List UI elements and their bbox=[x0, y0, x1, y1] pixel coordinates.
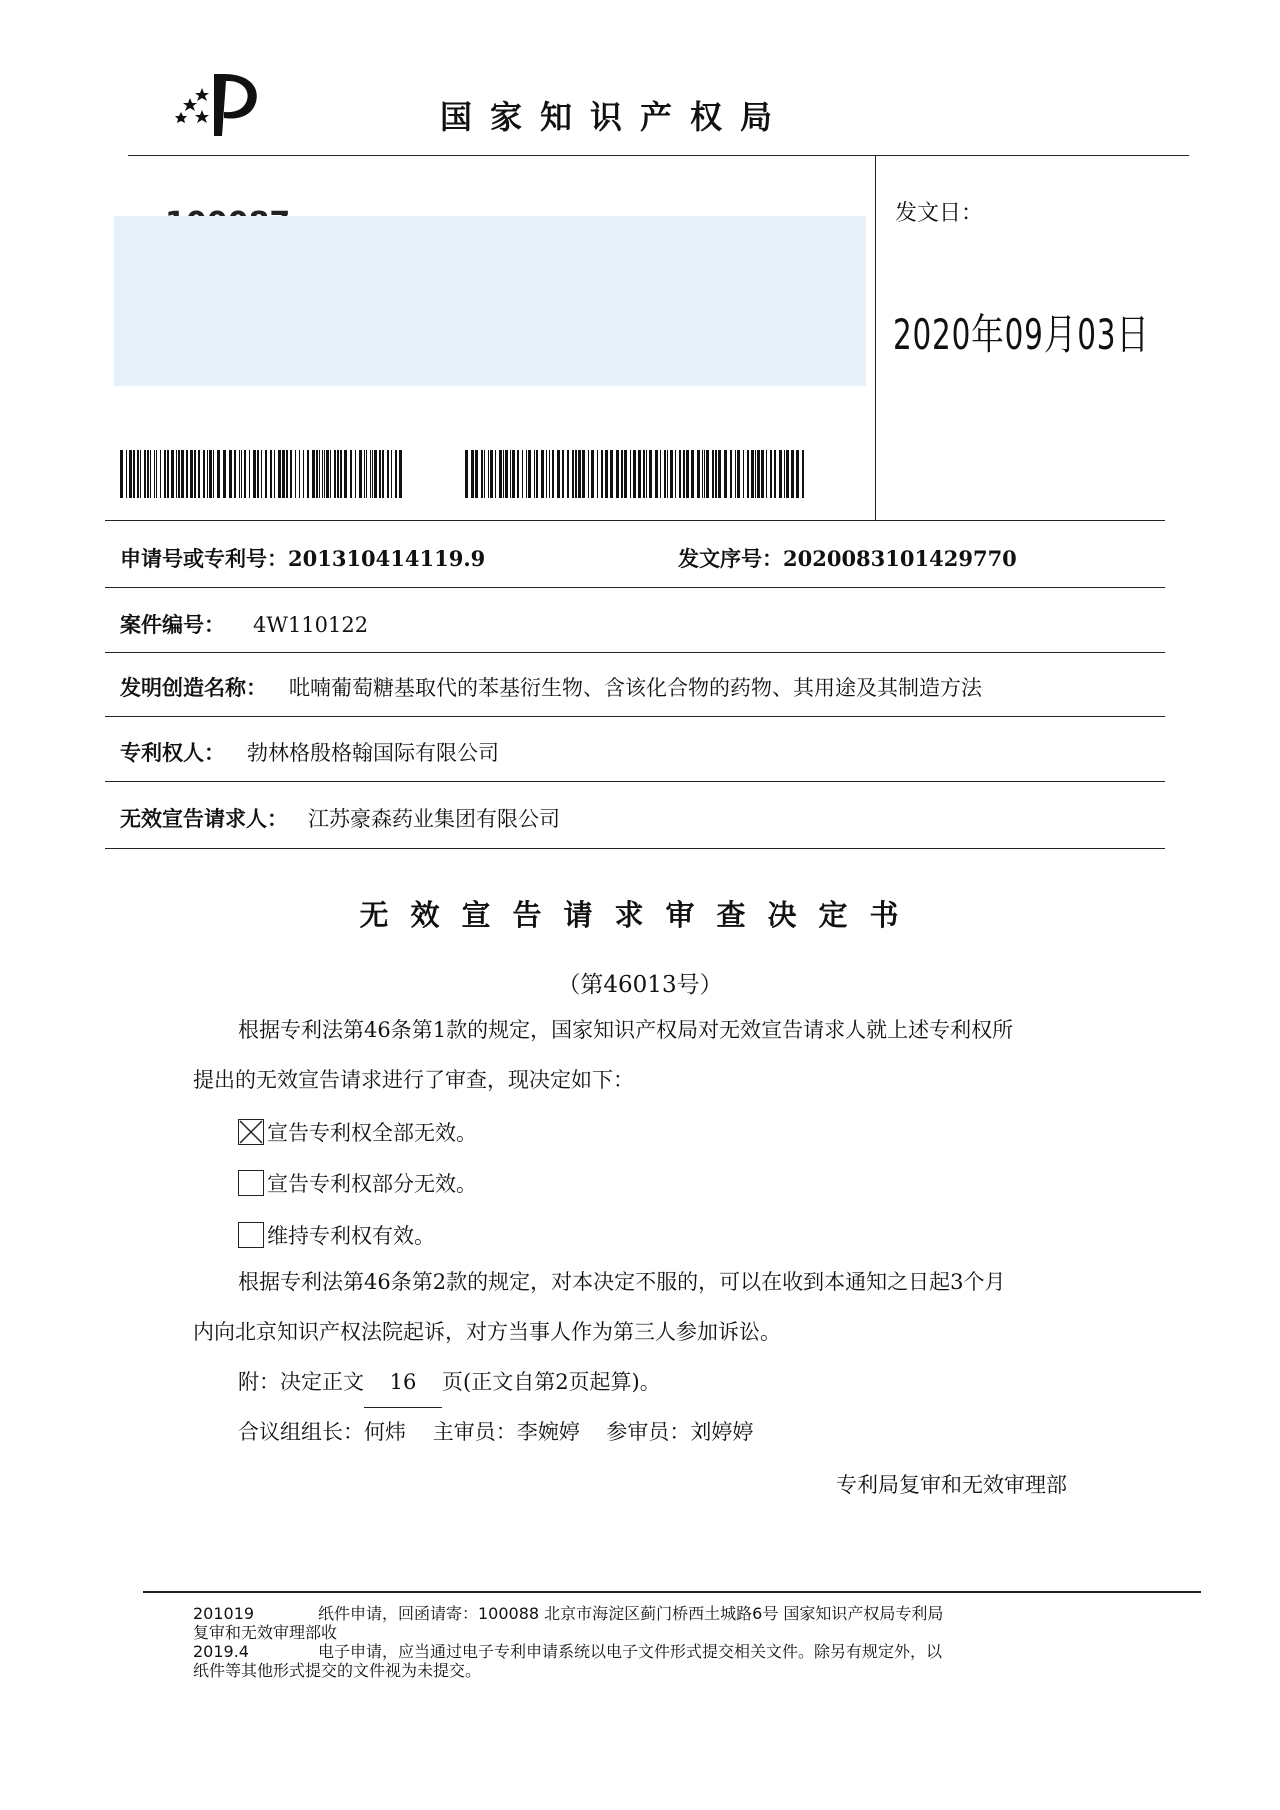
barcode-bar bbox=[737, 450, 740, 498]
barcode-bar bbox=[286, 450, 288, 498]
barcode-bar bbox=[610, 450, 613, 498]
barcode-bar bbox=[488, 450, 489, 498]
barcode-bar bbox=[536, 450, 538, 498]
barcode-bar bbox=[207, 450, 208, 498]
barcode-bar bbox=[133, 450, 135, 498]
barcode-bar bbox=[203, 450, 205, 498]
row-rule bbox=[105, 587, 1165, 588]
barcode-bar bbox=[299, 450, 300, 498]
barcode-bar bbox=[646, 450, 647, 498]
barcode-bar bbox=[160, 450, 161, 498]
barcode-bar bbox=[638, 450, 641, 498]
unchecked-checkbox-icon bbox=[238, 1222, 264, 1248]
barcode-bar bbox=[490, 450, 493, 498]
barcode-bar bbox=[481, 450, 483, 498]
barcode-bar bbox=[605, 450, 608, 498]
option-label: 维持专利权有效。 bbox=[267, 1224, 435, 1248]
barcode-bar bbox=[379, 450, 381, 498]
barcode-bar bbox=[495, 450, 496, 498]
barcode-bar bbox=[253, 450, 256, 498]
patentee-row bbox=[120, 737, 499, 767]
issuing-department: 专利局复审和无效审理部 bbox=[836, 1473, 1067, 1497]
barcode-bar bbox=[505, 450, 508, 498]
barcode-bar bbox=[691, 450, 694, 498]
barcode-bar bbox=[303, 450, 304, 498]
barcode-bar bbox=[761, 450, 764, 498]
barcode-bar bbox=[350, 450, 352, 498]
barcode-bar bbox=[526, 450, 527, 498]
barcode-bar bbox=[234, 450, 236, 498]
barcode-bar bbox=[743, 450, 744, 498]
barcode-bar bbox=[307, 450, 309, 498]
barcode-bar bbox=[471, 450, 474, 498]
barcode-bar bbox=[154, 450, 155, 498]
barcode-bar bbox=[751, 450, 754, 498]
barcode-bar bbox=[633, 450, 636, 498]
barcode-bar bbox=[319, 450, 320, 498]
barcode-bar bbox=[171, 450, 174, 498]
barcode-bar bbox=[575, 450, 577, 498]
option-label: 宣告专利权部分无效。 bbox=[267, 1172, 477, 1196]
row-rule bbox=[105, 781, 1165, 782]
barcode-bar bbox=[290, 450, 292, 498]
barcode-bar bbox=[244, 450, 246, 498]
fields-bottom-rule bbox=[105, 848, 1165, 849]
barcode-bar bbox=[552, 450, 554, 498]
barcode-bar bbox=[534, 450, 535, 498]
footer-notes bbox=[193, 1604, 1093, 1680]
decision-title: 无效宣告请求审查决定书 bbox=[359, 898, 921, 932]
barcode-bar bbox=[499, 450, 502, 498]
issue-date-value: 2020年09月03日 bbox=[893, 310, 1150, 359]
barcode-bar bbox=[241, 450, 242, 498]
barcode-bar bbox=[624, 450, 627, 498]
barcode-bar bbox=[578, 450, 581, 498]
requester-label: 无效宣告请求人： bbox=[120, 806, 288, 831]
barcode-bar bbox=[582, 450, 585, 498]
application-number-label: 申请号或专利号： bbox=[120, 546, 288, 571]
decision-paragraph-2: 根据专利法第46条第2款的规定，对本决定不服的，可以在收到本通知之日起3个月 bbox=[238, 1270, 1006, 1294]
barcode-bar bbox=[120, 450, 123, 498]
attachment-note bbox=[238, 1357, 1128, 1408]
barcode-bar bbox=[686, 450, 689, 498]
barcode-bar bbox=[126, 450, 127, 498]
panel-members: 合议组组长：何炜 主审员：李婉婷 参审员：刘婷婷 bbox=[238, 1420, 754, 1444]
agency-name: 国家知识产权局 bbox=[440, 98, 791, 136]
barcode-bar bbox=[129, 450, 132, 498]
serial-number-label: 发文序号： bbox=[678, 546, 783, 571]
barcode-bar bbox=[364, 450, 365, 498]
footer-paper-note-cont: 复审和无效审理部收 bbox=[193, 1623, 338, 1642]
barcode-bar bbox=[274, 450, 275, 498]
row-rule bbox=[105, 652, 1165, 653]
barcode-bar bbox=[282, 450, 285, 498]
barcode-bar bbox=[675, 450, 676, 498]
barcode-bar bbox=[374, 450, 377, 498]
barcode-bar bbox=[265, 450, 267, 498]
barcode-bar bbox=[372, 450, 373, 498]
barcode-bar bbox=[766, 450, 767, 498]
barcode-bar bbox=[779, 450, 782, 498]
barcode-bar bbox=[774, 450, 776, 498]
barcode-bar bbox=[712, 450, 714, 498]
barcode-bar bbox=[337, 450, 339, 498]
barcode-bar bbox=[324, 450, 325, 498]
attachment-pages: 16 bbox=[364, 1357, 442, 1408]
barcode-bar bbox=[213, 450, 214, 498]
barcode-bar bbox=[572, 450, 574, 498]
barcode-bar bbox=[316, 450, 318, 498]
barcode-bar bbox=[557, 450, 560, 498]
barcode-bar bbox=[796, 450, 799, 498]
barcode-bar bbox=[176, 450, 177, 498]
decision-paragraph-1-cont: 提出的无效宣告请求进行了审查，现决定如下： bbox=[193, 1068, 634, 1092]
barcode-bar bbox=[249, 450, 250, 498]
barcode-bar bbox=[517, 450, 519, 498]
fields-top-rule bbox=[105, 520, 1165, 521]
barcode-bar bbox=[649, 450, 652, 498]
barcode-bar bbox=[322, 450, 323, 498]
barcode-right bbox=[465, 450, 809, 498]
barcode-bar bbox=[679, 450, 681, 498]
decision-number: （第46013号） bbox=[557, 972, 723, 998]
unchecked-checkbox-icon bbox=[238, 1170, 264, 1196]
barcode-bar bbox=[630, 450, 631, 498]
serial-number-row bbox=[678, 543, 1017, 573]
footer-form-code: 201019 bbox=[193, 1604, 255, 1623]
barcode-bar bbox=[344, 450, 347, 498]
redacted-address-block bbox=[114, 216, 866, 386]
barcode-bar bbox=[528, 450, 531, 498]
barcode-bar bbox=[209, 450, 212, 498]
barcode-bar bbox=[366, 450, 367, 498]
barcode-bar bbox=[730, 450, 732, 498]
footer-electronic-note-cont: 纸件等其他形式提交的文件视为未提交。 bbox=[193, 1661, 482, 1680]
barcode-bar bbox=[704, 450, 705, 498]
invention-title-row bbox=[120, 672, 982, 702]
patentee-label: 专利权人： bbox=[120, 740, 225, 765]
barcode-bar bbox=[597, 450, 598, 498]
footer-electronic-note: 电子申请，应当通过电子专利申请系统以电子文件形式提交相关文件。除另有规定外，以 bbox=[318, 1642, 943, 1661]
barcode-bar bbox=[156, 450, 157, 498]
barcode-bar bbox=[784, 450, 785, 498]
barcode-bar bbox=[229, 450, 232, 498]
barcode-left bbox=[120, 450, 405, 498]
barcode-bar bbox=[147, 450, 149, 498]
footer-form-version: 2019.4 bbox=[193, 1642, 249, 1661]
barcode-bar bbox=[770, 450, 772, 498]
barcode-bar bbox=[355, 450, 356, 498]
barcode-bar bbox=[503, 450, 504, 498]
barcode-bar bbox=[718, 450, 721, 498]
barcode-bar bbox=[261, 450, 262, 498]
barcode-bar bbox=[802, 450, 804, 498]
barcode-bar bbox=[616, 450, 619, 498]
barcode-bar bbox=[150, 450, 151, 498]
checked-checkbox-icon bbox=[238, 1119, 264, 1145]
barcode-bar bbox=[239, 450, 240, 498]
header-divider bbox=[875, 155, 876, 520]
barcode-bar bbox=[334, 450, 336, 498]
barcode-bar bbox=[137, 450, 139, 498]
barcode-bar bbox=[164, 450, 166, 498]
issue-date-label: 发文日： bbox=[895, 201, 984, 226]
barcode-bar bbox=[683, 450, 685, 498]
barcode-bar bbox=[664, 450, 666, 498]
barcode-bar bbox=[295, 450, 296, 498]
barcode-bar bbox=[181, 450, 184, 498]
requester-row bbox=[120, 803, 560, 833]
barcode-bar bbox=[359, 450, 362, 498]
decision-paragraph-1-line1: 根据专利法第46条第1款的规定，国家知识产权局对无效宣告请求人就上述专利权所 bbox=[238, 1018, 1014, 1042]
barcode-bar bbox=[567, 450, 569, 498]
barcode-bar bbox=[643, 450, 645, 498]
option-label: 宣告专利权全部无效。 bbox=[267, 1121, 477, 1145]
barcode-bar bbox=[190, 450, 193, 498]
patentee-value: 勃林格殷格翰国际有限公司 bbox=[247, 741, 499, 765]
barcode-bar bbox=[465, 450, 468, 498]
barcode-bar bbox=[257, 450, 259, 498]
barcode-bar bbox=[791, 450, 794, 498]
requester-value: 江苏豪森药业集团有限公司 bbox=[308, 807, 560, 831]
barcode-bar bbox=[186, 450, 188, 498]
application-number-value: 201310414119.9 bbox=[288, 546, 486, 571]
barcode-bar bbox=[340, 450, 342, 498]
barcode-bar bbox=[278, 450, 281, 498]
decision-paragraph-2-cont: 内向北京知识产权法院起诉，对方当事人作为第三人参加诉讼。 bbox=[193, 1320, 781, 1344]
barcode-bar bbox=[755, 450, 756, 498]
barcode-bar bbox=[382, 450, 384, 498]
barcode-bar bbox=[512, 450, 515, 498]
attachment-prefix: 附：决定正文 bbox=[238, 1370, 364, 1394]
barcode-bar bbox=[475, 450, 478, 498]
attachment-suffix: 页(正文自第2页起算)。 bbox=[442, 1370, 661, 1394]
barcode-bar bbox=[601, 450, 603, 498]
barcode-bar bbox=[549, 450, 550, 498]
barcode-bar bbox=[312, 450, 315, 498]
barcode-bar bbox=[522, 450, 523, 498]
decision-paragraph-1 bbox=[238, 1005, 1098, 1055]
barcode-bar bbox=[697, 450, 700, 498]
barcode-bar bbox=[735, 450, 736, 498]
barcode-bar bbox=[484, 450, 485, 498]
barcode-bar bbox=[178, 450, 180, 498]
barcode-bar bbox=[667, 450, 668, 498]
option-full-invalid bbox=[238, 1117, 477, 1147]
option-maintain-valid bbox=[238, 1220, 435, 1250]
barcode-bar bbox=[395, 450, 397, 498]
barcode-bar bbox=[223, 450, 226, 498]
case-number-label: 案件编号： bbox=[120, 612, 225, 637]
footer-paper-note: 纸件申请，回函请寄：100088 北京市海淀区蓟门桥西土城路6号 国家知识产权局专利局 bbox=[318, 1604, 944, 1623]
barcode-bar bbox=[670, 450, 673, 498]
barcode-bar bbox=[591, 450, 594, 498]
barcode-bar bbox=[588, 450, 589, 498]
footer-rule bbox=[143, 1591, 1201, 1593]
barcode-bar bbox=[724, 450, 727, 498]
barcode-bar bbox=[399, 450, 402, 498]
barcode-bar bbox=[144, 450, 146, 498]
barcode-bar bbox=[217, 450, 220, 498]
invention-title-label: 发明创造名称： bbox=[120, 675, 267, 700]
barcode-bar bbox=[757, 450, 760, 498]
barcode-bar bbox=[391, 450, 392, 498]
barcode-bar bbox=[562, 450, 564, 498]
barcode-bar bbox=[546, 450, 547, 498]
row-rule bbox=[105, 716, 1165, 717]
barcode-bar bbox=[702, 450, 703, 498]
cnipa-logo bbox=[168, 68, 268, 140]
barcode-bar bbox=[194, 450, 196, 498]
barcode-bar bbox=[140, 450, 141, 498]
barcode-bar bbox=[510, 450, 511, 498]
barcode-bar bbox=[326, 450, 329, 498]
barcode-bar bbox=[541, 450, 544, 498]
barcode-bar bbox=[387, 450, 389, 498]
barcode-bar bbox=[270, 450, 272, 498]
option-partial-invalid bbox=[238, 1168, 477, 1198]
barcode-bar bbox=[747, 450, 749, 498]
barcode-bar bbox=[660, 450, 661, 498]
barcode-bar bbox=[330, 450, 331, 498]
barcode-bar bbox=[621, 450, 623, 498]
case-number-value: 4W110122 bbox=[253, 613, 369, 637]
case-number-row bbox=[120, 609, 368, 639]
barcode-bar bbox=[655, 450, 658, 498]
header-top-rule bbox=[128, 155, 1189, 156]
barcode-bar bbox=[786, 450, 789, 498]
barcode-bar bbox=[715, 450, 717, 498]
barcode-bar bbox=[370, 450, 371, 498]
serial-number-value: 2020083101429770 bbox=[783, 546, 1017, 571]
barcode-bar bbox=[198, 450, 200, 498]
barcode-bar bbox=[167, 450, 169, 498]
application-number-row bbox=[120, 543, 485, 573]
barcode-bar bbox=[706, 450, 709, 498]
invention-title-value: 吡喃葡萄糖基取代的苯基衍生物、含该化合物的药物、其用途及其制造方法 bbox=[289, 676, 982, 700]
